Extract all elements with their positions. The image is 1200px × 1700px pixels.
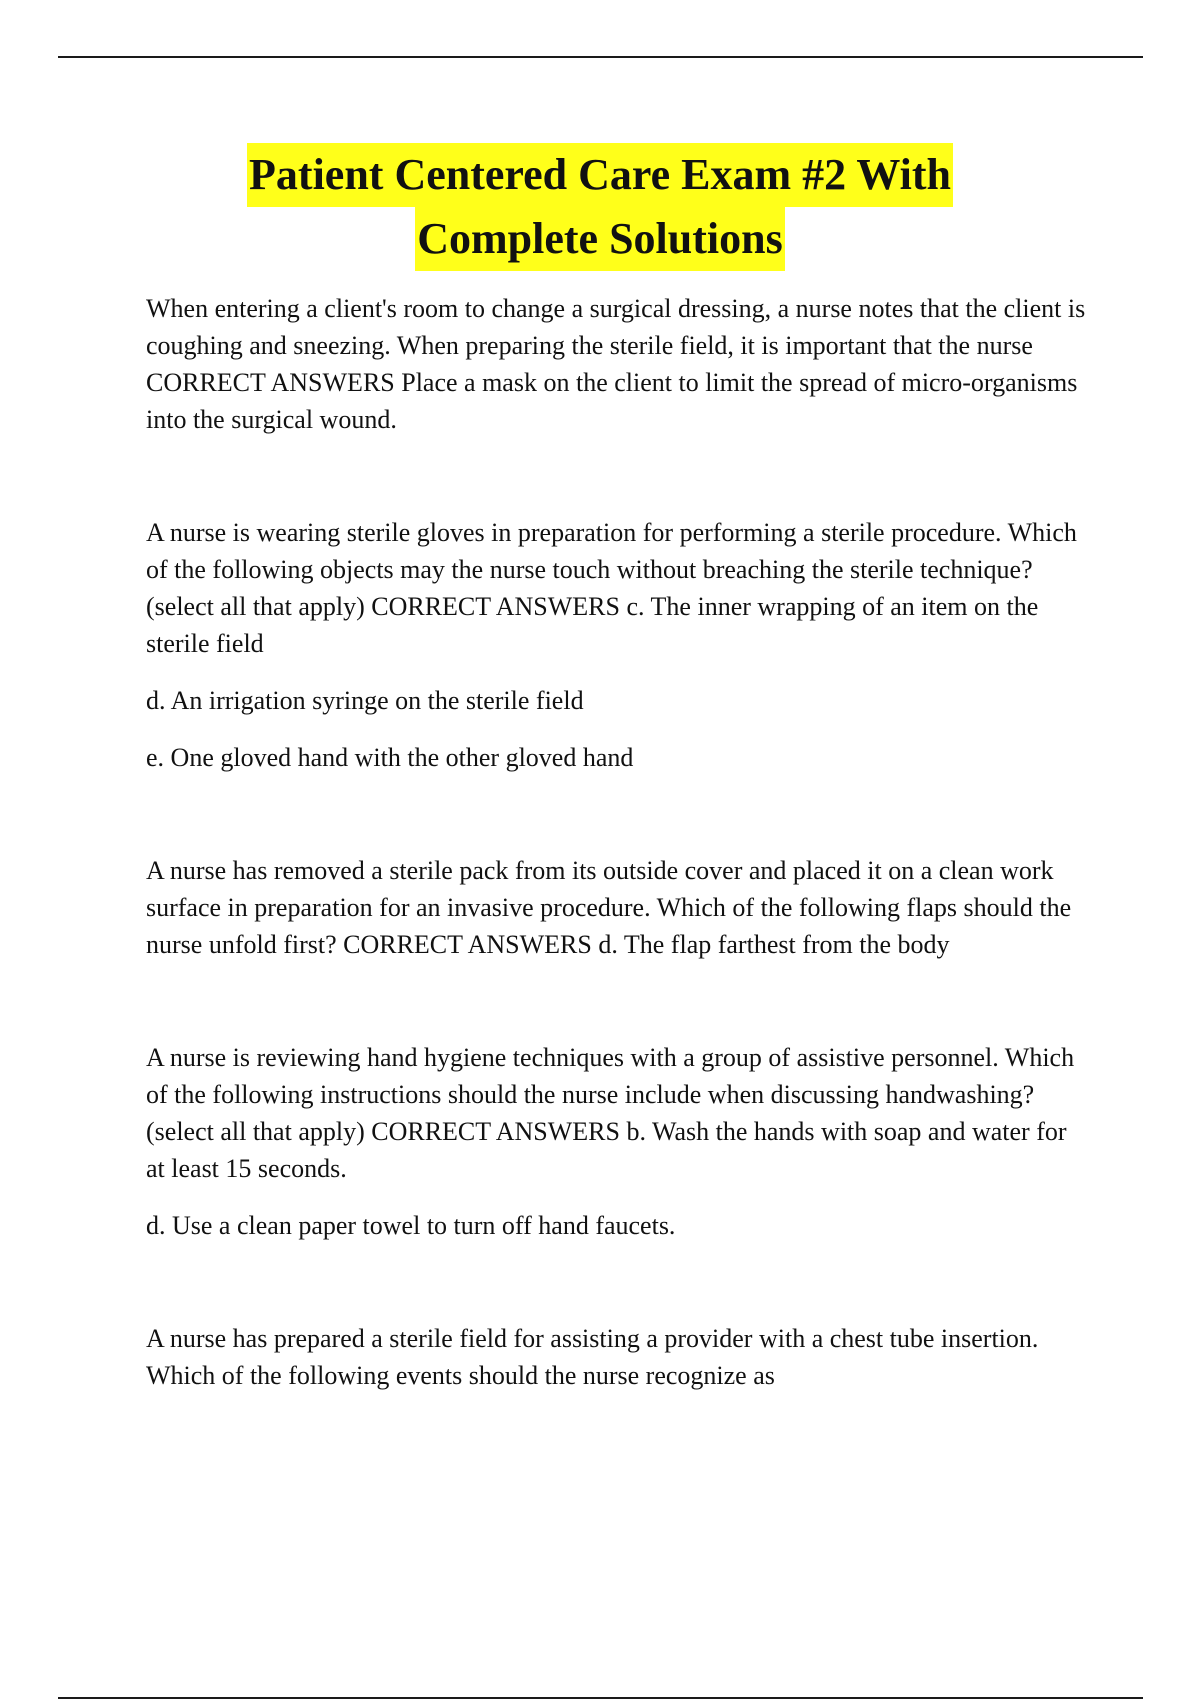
question-block <box>146 852 1086 963</box>
question-text: When entering a client's room to change a surgical dressing, a nurse notes that the client is coughing and sneezing. When preparing the sterile field, it is important that the nurse CORRECT ANSWERS Place a mask on the client to limit the spread of micro-organisms into the surgical wound. <box>146 294 1086 434</box>
title-line-2: Complete Solutions <box>415 207 784 271</box>
document-title <box>100 143 1100 271</box>
question-block <box>146 514 1086 776</box>
questions-list <box>146 290 1086 1470</box>
title-line-1: Patient Centered Care Exam #2 With <box>247 143 953 207</box>
question-text: A nurse has prepared a sterile field for assisting a provider with a chest tube insertion. Which of the following events should the nurse recognize as <box>146 1324 1039 1390</box>
bottom-rule <box>58 1697 1143 1699</box>
question-block <box>146 1320 1086 1394</box>
question-text: A nurse is reviewing hand hygiene techniques with a group of assistive personnel. Which of the following instructions should the nurse include when discussing handwashing? (select all that apply) CORRECT ANSWERS b. Wash the hands with soap and water for at least 15 seconds. <box>146 1043 1075 1183</box>
top-rule <box>58 56 1143 58</box>
question-text: A nurse has removed a sterile pack from its outside cover and placed it on a clean work surface in preparation for an invasive procedure. Which of the following flaps should the nurse unfold first? CORRECT ANSWERS d. The flap farthest from the body <box>146 856 1072 959</box>
answer-option: d. Use a clean paper towel to turn off hand faucets. <box>146 1211 676 1240</box>
question-text: A nurse is wearing sterile gloves in preparation for performing a sterile procedure. Which of the following objects may the nurse touch without breaching the sterile technique? (select all that apply) CORRECT ANSWERS c. The inner wrapping of an item on the sterile field <box>146 518 1077 658</box>
question-block <box>146 1039 1086 1244</box>
answer-option: d. An irrigation syringe on the sterile field <box>146 686 584 715</box>
answer-option: e. One gloved hand with the other gloved hand <box>146 743 634 772</box>
question-block <box>146 290 1086 438</box>
